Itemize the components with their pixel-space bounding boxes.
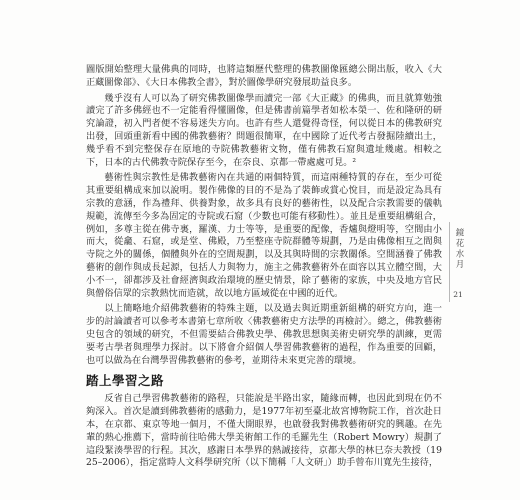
- body-paragraph: 以上簡略地介紹佛教藝術的特殊主題，以及過去與近期重新組構的研究方向，進一步的討論讀者可以參考本書第七章所收〈佛教藝術史方法學的再檢討〉。總之，佛教藝術史包含的領域的研究，不但需要結合佛教史學、佛教思想與美術史研究學的訓練，更需要考古學者與理學力探討。以下將會介紹個人學習佛教藝術的過程，作為重要的回顧，也可以做為在台灣學習佛教藝術的參考，並期待未來更完善的環境。: [86, 303, 442, 366]
- section-heading: 踏上學習之路: [86, 373, 165, 389]
- running-head: 鏡花水月: [454, 228, 464, 270]
- body-paragraph: 反省自己學習佛教藝術的路程，只能說是半路出家，隨緣而轉，也因此到現在仍不夠深入。首次是讀到佛教藝術的感動力，是1977年初至臺北故宮博物院工作，首次赴日本，在京都、東京等地一個月，不僅大開眼界，也啟發我對佛教藝術研究的興趣。在先輩的熱心推薦下，當時前往哈佛大學美術館工作的毛羅先生（Robert Mowry）規劃了這段緊湊學習的行程。其次，感謝日本學界的熱誠接待，京都大學的林巳奈夫教授（1925–2006），指定當時人文科學研究所（以下簡稱「人文研」）助手曾布川寬先生接待，: [86, 393, 442, 469]
- body-paragraph: 幾乎沒有人可以為了研究佛教圖像學而讀完一部《大正藏》的佛典，而且就算勉強讀完了許多佛經也不一定能看得懂圖像，但是佛書前篇學者如松本榮一、佐和隆研的研究論證，初入門者便不容易迷失方向。也許有些人還覺得奇怪，何以從日本的佛教研究出發，回頭重新看中國的佛教藝術？問題很簡單，在中國除了近代考古發掘陸續出土，幾乎看不到完整保存在原地的寺院佛教藝術文物，僅有佛教石窟與遺址幾處。相較之下，日本的古代佛教寺院保存至今，在奈良、京都一帶處處可見。²: [86, 92, 442, 168]
- page-number: 21: [453, 290, 463, 299]
- body-paragraph: 圖版開始整理大量佛典的同時，也將這類歷代整理的佛教圖像匯總公開出版，收入《大正藏圖像部》、《大日本佛教全書》，對於圖像學研究發展助益良多。: [86, 64, 442, 88]
- main-text-block: [86, 64, 442, 473]
- body-paragraph: 藝術性與宗教性是佛教藝術內在共通的兩個特質，而這兩種特質的存在，至少可從其重要組構成來加以說明。製作佛像的目的不是為了裝飾或賞心悅目，而是設定為具有宗教的意涵，作為禮拜、供養對象，故多具有良好的藝術性，以及配合宗教需要的儀軌規範，流傳至今多為固定的寺院或石窟（少數也可能有移動性）。並且是重要組構組合，例如，多尊主從在佛寺裏，羅漢、力士等等，是重要的配像，香爐與燈明等，空間由小而大，從龕、石窟，或是堂、佛殿，乃至整座寺院群體等規劃，乃是由佛像相互之間與寺院之外的關係，個體與外在的空間規劃，以及其與時間的宗教關係。空間涵養了佛教藝術的創作與成長起源，包括人力與物力，施主之佛教藝術外在面容以其立體空間，大小不一，卻都涉及社會經濟與政治環境的歷史情景，除了藝術的家族，中央及地方官民與僧俗信眾的宗教熱忱而造就，故以地方區域從在中國的近代。: [86, 172, 442, 299]
